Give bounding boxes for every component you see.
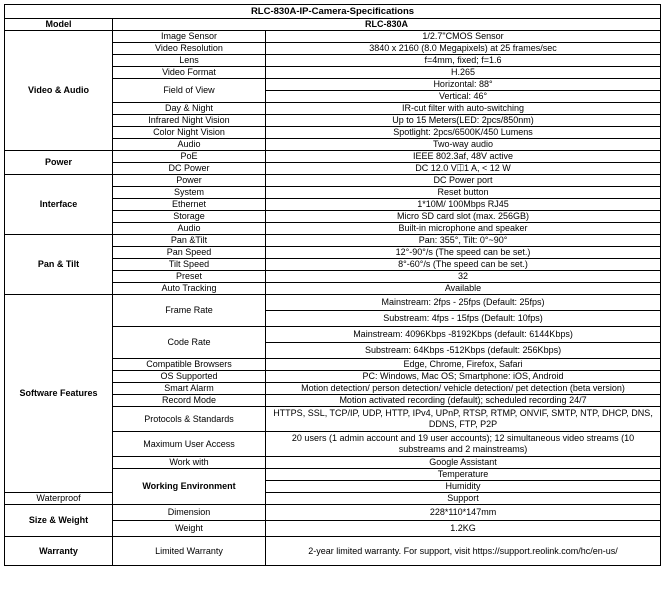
document-title: RLC-830A-IP-Camera-Specifications <box>5 5 661 19</box>
spec-label: Smart Alarm <box>113 383 266 395</box>
spec-row <box>5 175 661 187</box>
spec-row <box>5 493 661 505</box>
spec-label: Image Sensor <box>113 31 266 43</box>
spec-row <box>5 295 661 311</box>
spec-value: Edge, Chrome, Firefox, Safari <box>266 359 661 371</box>
spec-label: Auto Tracking <box>113 283 266 295</box>
spec-value: Substream: 64Kbps -512Kbps (default: 256Kbps) <box>266 343 661 359</box>
spec-value: DC 12.0 V⎅1 A, < 12 W <box>266 163 661 175</box>
spec-label: Infrared Night Vision <box>113 115 266 127</box>
spec-value: H.265 <box>266 67 661 79</box>
spec-value: IEEE 802.3af, 48V active <box>266 151 661 163</box>
section-label: Warranty <box>5 537 113 566</box>
spec-value: Substream: 4fps - 15fps (Default: 10fps) <box>266 311 661 327</box>
spec-label: System <box>113 187 266 199</box>
spec-label: Video Format <box>113 67 266 79</box>
spec-value: DC Power port <box>266 175 661 187</box>
spec-value: Google Assistant <box>266 457 661 469</box>
spec-value: 32 <box>266 271 661 283</box>
spec-value: Mainstream: 4096Kbps -8192Kbps (default: 6144Kbps) <box>266 327 661 343</box>
spec-sheet <box>4 4 660 566</box>
model-value: RLC-830A <box>113 19 661 31</box>
spec-label: Limited Warranty <box>113 537 266 566</box>
spec-value: Motion activated recording (default); scheduled recording 24/7 <box>266 395 661 407</box>
spec-value: 1/2.7"CMOS Sensor <box>266 31 661 43</box>
spec-value: PC: Windows, Mac OS; Smartphone: iOS, Android <box>266 371 661 383</box>
spec-label: Audio <box>113 139 266 151</box>
spec-value: Support <box>266 493 661 505</box>
spec-label: Storage <box>113 211 266 223</box>
spec-label: Pan &Tilt <box>113 235 266 247</box>
section-label: Size & Weight <box>5 505 113 537</box>
spec-label: Humidity <box>266 481 661 493</box>
spec-value: Available <box>266 283 661 295</box>
spec-value: 1.2KG <box>266 521 661 537</box>
spec-label: Dimension <box>113 505 266 521</box>
spec-value: Built-in microphone and speaker <box>266 223 661 235</box>
spec-row <box>5 151 661 163</box>
spec-label: Preset <box>113 271 266 283</box>
spec-row <box>5 31 661 43</box>
spec-value: Mainstream: 2fps - 25fps (Default: 25fps) <box>266 295 661 311</box>
spec-value: HTTPS, SSL, TCP/IP, UDP, HTTP, IPv4, UPnP, RTSP, RTMP, ONVIF, SMTP, NTP, DHCP, DNS, DDNS, FTP, P2P <box>266 407 661 432</box>
spec-value: 12°-90°/s (The speed can be set.) <box>266 247 661 259</box>
spec-label: Code Rate <box>113 327 266 359</box>
spec-label: Record Mode <box>113 395 266 407</box>
spec-row <box>5 235 661 247</box>
section-label: Working Environment <box>113 469 266 505</box>
specifications-table <box>4 4 661 566</box>
spec-label: Audio <box>113 223 266 235</box>
spec-label: OS Supported <box>113 371 266 383</box>
spec-label: Waterproof <box>5 493 113 505</box>
spec-label: Ethernet <box>113 199 266 211</box>
spec-value: 20 users (1 admin account and 19 user accounts); 12 simultaneous video streams (10 substreams and 2 mainstreams) <box>266 432 661 457</box>
spec-label: Power <box>113 175 266 187</box>
spec-value: 228*110*147mm <box>266 505 661 521</box>
spec-label: Compatible Browsers <box>113 359 266 371</box>
spec-value: IR-cut filter with auto-switching <box>266 103 661 115</box>
spec-label: Day & Night <box>113 103 266 115</box>
spec-value: Up to 15 Meters(LED: 2pcs/850nm) <box>266 115 661 127</box>
spec-value: f=4mm, fixed; f=1.6 <box>266 55 661 67</box>
spec-value: Spotlight: 2pcs/6500K/450 Lumens <box>266 127 661 139</box>
spec-label: DC Power <box>113 163 266 175</box>
spec-value: 3840 x 2160 (8.0 Megapixels) at 25 frames/sec <box>266 43 661 55</box>
spec-label: Work with <box>113 457 266 469</box>
spec-label: Video Resolution <box>113 43 266 55</box>
spec-label: PoE <box>113 151 266 163</box>
spec-label: Weight <box>113 521 266 537</box>
spec-value: Two-way audio <box>266 139 661 151</box>
spec-label: Tilt Speed <box>113 259 266 271</box>
spec-label: Lens <box>113 55 266 67</box>
spec-value: Pan: 355°, Tilt: 0°~90° <box>266 235 661 247</box>
model-row <box>5 19 661 31</box>
model-label: Model <box>5 19 113 31</box>
spec-label: Maximum User Access <box>113 432 266 457</box>
spec-value: Vertical: 46° <box>266 91 661 103</box>
spec-value: 2-year limited warranty. For support, visit https://support.reolink.com/hc/en-us/ <box>266 537 661 566</box>
spec-value: Horizontal: 88° <box>266 79 661 91</box>
spec-value: Micro SD card slot (max. 256GB) <box>266 211 661 223</box>
section-label: Interface <box>5 175 113 235</box>
spec-value: Motion detection/ person detection/ vehicle detection/ pet detection (beta version) <box>266 383 661 395</box>
spec-label: Temperature <box>266 469 661 481</box>
spec-label: Color Night Vision <box>113 127 266 139</box>
section-label: Pan & Tilt <box>5 235 113 295</box>
spec-label: Pan Speed <box>113 247 266 259</box>
spec-label: Field of View <box>113 79 266 103</box>
spec-value: 8°-60°/s (The speed can be set.) <box>266 259 661 271</box>
section-label: Software Features <box>5 295 113 493</box>
spec-label: Frame Rate <box>113 295 266 327</box>
title-row <box>5 5 661 19</box>
spec-value: Reset button <box>266 187 661 199</box>
section-label: Video & Audio <box>5 31 113 151</box>
spec-row <box>5 505 661 521</box>
spec-label: Protocols & Standards <box>113 407 266 432</box>
spec-value: 1*10M/ 100Mbps RJ45 <box>266 199 661 211</box>
spec-row <box>5 537 661 566</box>
section-label: Power <box>5 151 113 175</box>
